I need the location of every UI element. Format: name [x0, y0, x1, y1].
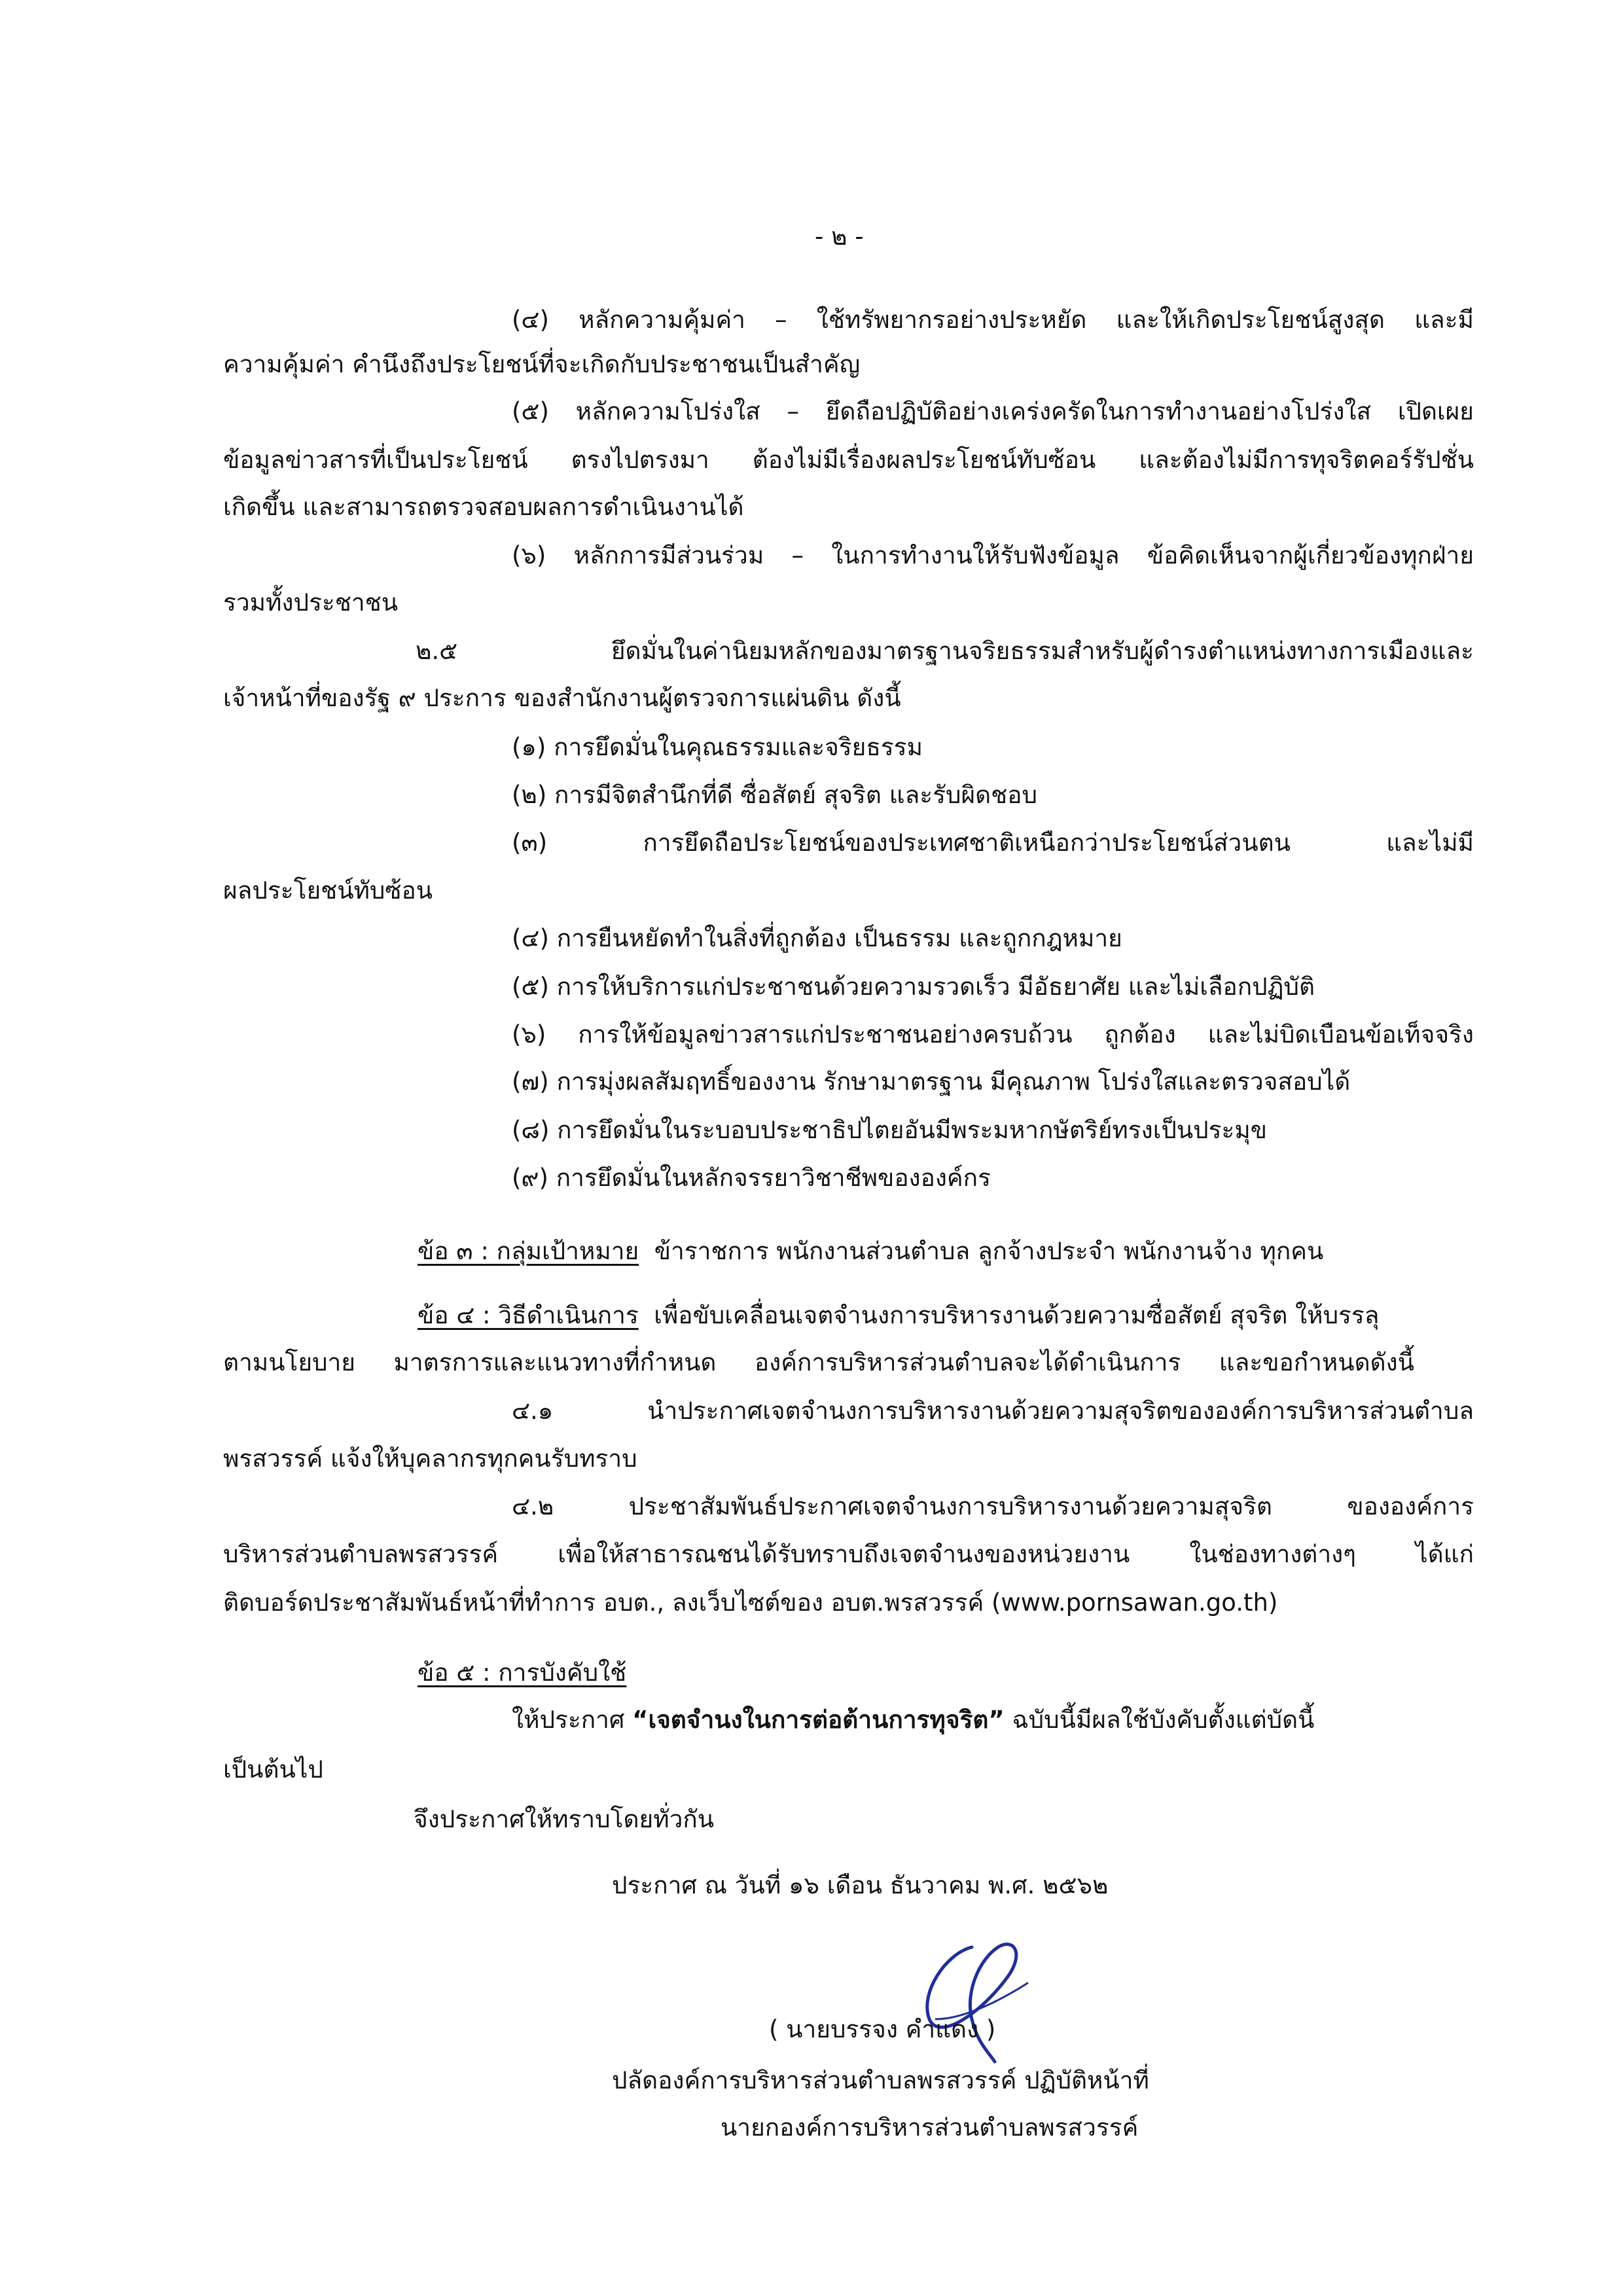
announcement-date: ประกาศ ณ วันที่ ๑๖ เดือน ธันวาคม พ.ศ. ๒๕๖๒: [612, 1871, 1109, 1899]
article-3-line: [418, 1239, 1323, 1263]
value-3: (๓) การยึดถือประโยชน์ของประเทศชาติเหนือกว่าประโยชน์ส่วนตน และไม่มี: [512, 829, 1474, 857]
value-3-cont: ผลประโยชน์ทับซ้อน: [223, 876, 433, 905]
section-4-1-line-1: ๔.๑ นำประกาศเจตจำนงการบริหารงานด้วยความสุจริตขององค์การบริหารส่วนตำบล: [512, 1397, 1474, 1425]
signatory-position-1: ปลัดองค์การบริหารส่วนตำบลพรสวรรค์ ปฏิบัติหน้าที่: [612, 2066, 1149, 2094]
article-4-line-2: ตามนโยบาย มาตรการและแนวทางที่กำหนด องค์การบริหารส่วนตำบลจะได้ดำเนินการ และขอกำหนดดังนี้: [223, 1348, 1414, 1376]
section-2-5-line-2: เจ้าหน้าที่ของรัฐ ๙ ประการ ของสำนักงานผู้ตรวจการแผ่นดิน ดังนี้: [223, 684, 901, 712]
signatory-position-2: นายกองค์การบริหารส่วนตำบลพรสวรรค์: [721, 2113, 1139, 2142]
article-4-line-1-text: เพื่อขับเคลื่อนเจตจำนงการบริหารงานด้วยความซื่อสัตย์ สุจริต ให้บรรลุ: [654, 1301, 1380, 1329]
article-3-heading: ข้อ ๓ : กลุ่มเป้าหมาย: [418, 1237, 639, 1265]
article-4-heading: ข้อ ๔ : วิธีดำเนินการ: [418, 1301, 639, 1329]
value-1: (๑) การยึดมั่นในคุณธรรมและจริยธรรม: [512, 733, 923, 761]
section-4-2-line-3: ติดบอร์ดประชาสัมพันธ์หน้าที่ทำการ อบต., ลงเว็บไซต์ของ อบต.พรสวรรค์ (www.pornsawan.go.th): [223, 1588, 1278, 1617]
value-2: (๒) การมีจิตสำนึกที่ดี ซื่อสัตย์ สุจริต และรับผิดชอบ: [512, 781, 1037, 809]
value-8: (๘) การยึดมั่นในระบอบประชาธิปไตยอันมีพระมหากษัตริย์ทรงเป็นประมุข: [512, 1116, 1268, 1144]
value-9: (๙) การยึดมั่นในหลักจรรยาวิชาชีพขององค์กร: [512, 1164, 991, 1192]
article-5-heading: ข้อ ๕ : การบังคับใช้: [418, 1659, 627, 1687]
principle-6-title: (๖) หลักการมีส่วนร่วม – ในการทำงานให้รับฟังข้อมูล ข้อคิดเห็นจากผู้เกี่ยวข้องทุกฝ่าย: [512, 541, 1474, 569]
section-4-2-line-1: ๔.๒ ประชาสัมพันธ์ประกาศเจตจำนงการบริหารงานด้วยความสุจริต ขององค์การ: [512, 1492, 1474, 1520]
principle-5-cont-2: เกิดขึ้น และสามารถตรวจสอบผลการดำเนินงานได้: [223, 493, 744, 521]
principle-5-cont-1: ข้อมูลข่าวสารที่เป็นประโยชน์ ตรงไปตรงมา ต้องไม่มีเรื่องผลประโยชน์ทับซ้อน และต้องไม่มีการทุจริตคอร์รัปชั่น: [223, 446, 1474, 474]
signature: [874, 1921, 1063, 2072]
section-4-2-line-2: บริหารส่วนตำบลพรสวรรค์ เพื่อให้สาธารณชนได้รับทราบถึงเจตจำนงของหน่วยงาน ในช่องทางต่างๆ ได้แก่: [223, 1540, 1474, 1568]
signatory-name: ( นายบรรจง คำแดง ): [769, 2015, 996, 2043]
article-5-title: “เจตจำนงในการต่อต้านการทุจริต”: [632, 1706, 1005, 1734]
article-5-line-1: [512, 1708, 1314, 1732]
closing-announce: จึงประกาศให้ทราบโดยทั่วกัน: [414, 1805, 715, 1833]
value-4: (๔) การยืนหยัดทำในสิ่งที่ถูกต้อง เป็นธรรม และถูกกฎหมาย: [512, 924, 1122, 952]
principle-4-title: (๔) หลักความคุ้มค่า – ใช้ทรัพยากรอย่างประหยัด และให้เกิดประโยชน์สูงสุด และมี: [512, 306, 1474, 334]
article-3-text: ข้าราชการ พนักงานส่วนตำบล ลูกจ้างประจำ พนักงานจ้าง ทุกคน: [654, 1237, 1324, 1265]
section-2-5-line-1: ๒.๕ ยึดมั่นในค่านิยมหลักของมาตรฐานจริยธรรมสำหรับผู้ดำรงตำแหน่งทางการเมืองและ: [416, 637, 1474, 665]
article-5-pre: ให้ประกาศ: [512, 1706, 633, 1734]
principle-4-cont: ความคุ้มค่า คำนึงถึงประโยชน์ที่จะเกิดกับประชาชนเป็นสำคัญ: [223, 350, 861, 378]
page-number: - ๒ -: [815, 223, 864, 251]
value-6: (๖) การให้ข้อมูลข่าวสารแก่ประชาชนอย่างครบถ้วน ถูกต้อง และไม่บิดเบือนข้อเท็จจริง: [512, 1020, 1474, 1049]
section-4-1-line-2: พรสวรรค์ แจ้งให้บุคลากรทุกคนรับทราบ: [223, 1444, 637, 1473]
article-4-line-1: [418, 1303, 1379, 1327]
principle-5-title: (๕) หลักความโปร่งใส – ยึดถือปฏิบัติอย่างเคร่งครัดในการทำงานอย่างโปร่งใส เปิดเผย: [512, 397, 1474, 425]
article-5-post: ฉบับนี้มีผลใช้บังคับตั้งแต่บัดนี้: [1004, 1706, 1315, 1734]
article-5-line-2: เป็นต้นไป: [223, 1755, 323, 1784]
value-5: (๕) การให้บริการแก่ประชาชนด้วยความรวดเร็ว มีอัธยาศัย และไม่เลือกปฏิบัติ: [512, 973, 1315, 1001]
principle-6-cont: รวมทั้งประชาชน: [223, 588, 399, 617]
value-7: (๗) การมุ่งผลสัมฤทธิ์ของงาน รักษามาตรฐาน มีคุณภาพ โปร่งใสและตรวจสอบได้: [512, 1067, 1351, 1096]
